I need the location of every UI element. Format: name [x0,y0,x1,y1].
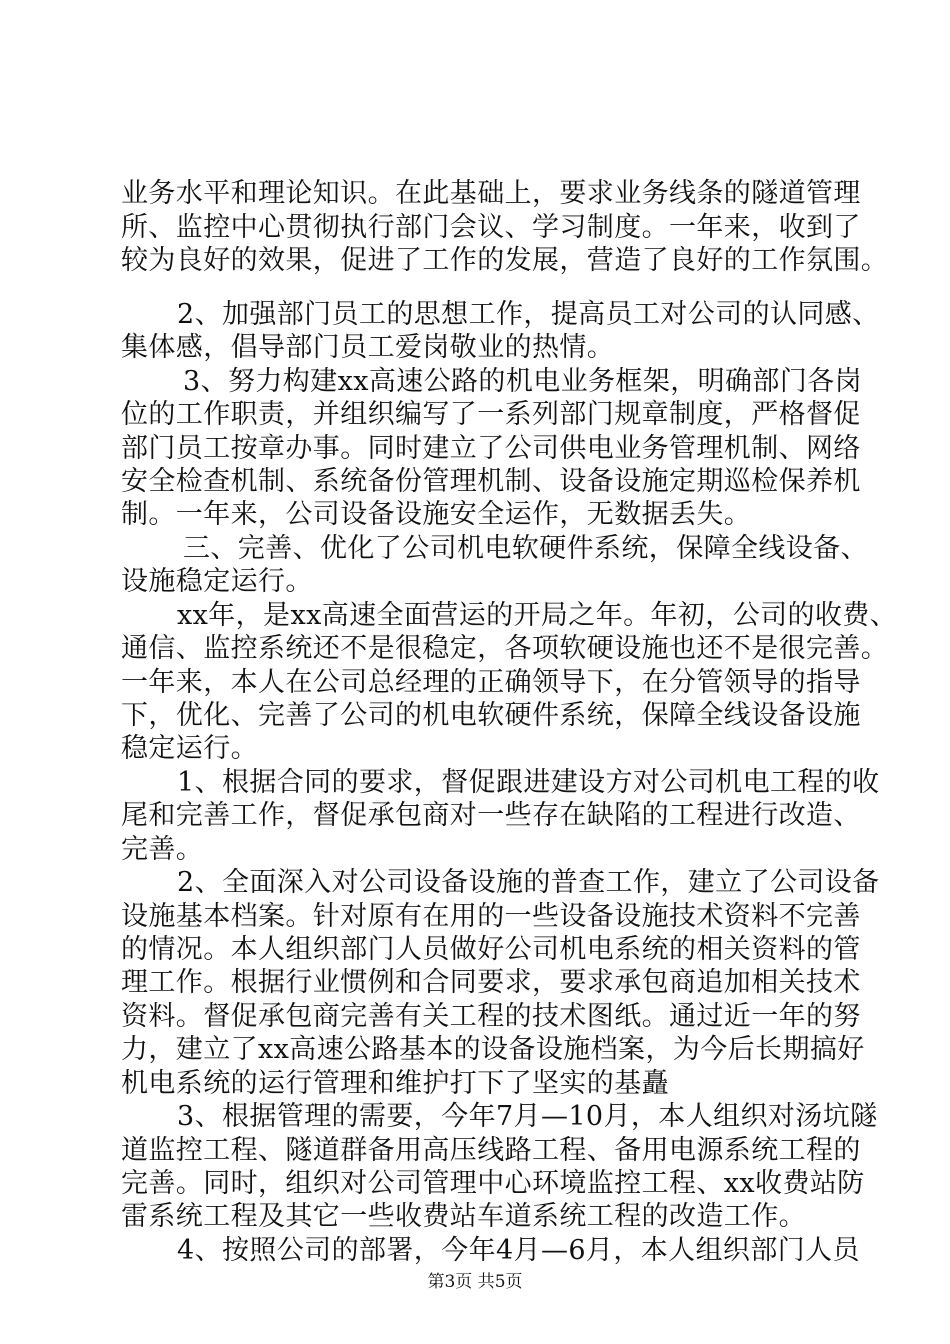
text-line: 设施基本档案。针对原有在用的一些设备设施技术资料不完善 [121,901,861,932]
text-line: 通信、监控系统还不是很稳定，各项软硬设施也还不是很完善。 [121,633,889,664]
text-line: 的情况。本人组织部门人员做好公司机电系统的相关资料的管 [121,934,861,965]
text-line: 所、监控中心贯彻执行部门会议、学习制度。一年来，收到了 [121,212,861,243]
page-number: 第3页 共5页 [427,1272,523,1292]
text-line: 3、努力构建xx高速公路的机电业务框架，明确部门各岗 [183,366,863,397]
text-line: 道监控工程、隧道群备用高压线路工程、备用电源系统工程的 [121,1135,861,1166]
text-line: xx年，是xx高速全面营运的开局之年。年初，公司的收费、 [177,600,898,631]
text-line: 一年来，本人在公司总经理的正确领导下，在分管领导的指导 [121,667,861,698]
text-line: 资料。督促承包商完善有关工程的技术图纸。通过近一年的努 [121,1001,861,1032]
text-line: 部门员工按章办事。同时建立了公司供电业务管理机制、网络 [121,433,861,464]
text-line: 位的工作职责，并组织编写了一系列部门规章制度，严格督促 [121,399,861,430]
text-line: 2、加强部门员工的思想工作，提高员工对公司的认同感、 [177,299,880,330]
section-heading: 三、完善、优化了公司机电软硬件系统，保障全线设备、 [183,533,868,564]
text-line: 业务水平和理论知识。在此基础上，要求业务线条的隧道管理 [121,178,861,209]
text-line: 完善。同时，组织对公司管理中心环境监控工程、xx收费站防 [121,1168,865,1199]
text-line: 完善。 [121,834,204,865]
section-heading: 设施稳定运行。 [121,566,313,597]
text-line: 尾和完善工作，督促承包商对一些存在缺陷的工程进行改造、 [121,800,861,831]
text-line: 安全检查机制、系统备份管理机制、设备设施定期巡检保养机 [121,466,861,497]
text-line: 力，建立了xx高速公路基本的设备设施档案，为今后长期搞好 [121,1034,865,1065]
text-line: 较为良好的效果，促进了工作的发展，营造了良好的工作氛围。 [121,245,889,276]
text-line: 雷系统工程及其它一些收费站车道系统工程的改造工作。 [121,1201,806,1232]
text-line: 3、根据管理的需要，今年7月—10月，本人组织对汤坑隧 [177,1101,878,1132]
text-line: 机电系统的运行管理和维护打下了坚实的基矗 [121,1068,669,1099]
text-line: 理工作。根据行业惯例和合同要求，要求承包商追加相关技术 [121,967,861,998]
text-line: 下，优化、完善了公司的机电软硬件系统，保障全线设备设施 [121,700,861,731]
text-line: 1、根据合同的要求，督促跟进建设方对公司机电工程的收 [177,767,880,798]
text-line: 稳定运行。 [121,733,258,764]
text-line: 制。一年来，公司设备设施安全运作，无数据丢失。 [121,499,752,530]
text-line: 集体感，倡导部门员工爱岗敬业的热情。 [121,332,615,363]
text-line: 4、按照公司的部署，今年4月—6月，本人组织部门人员 [177,1235,860,1266]
text-line: 2、全面深入对公司设备设施的普查工作，建立了公司设备 [177,867,880,898]
